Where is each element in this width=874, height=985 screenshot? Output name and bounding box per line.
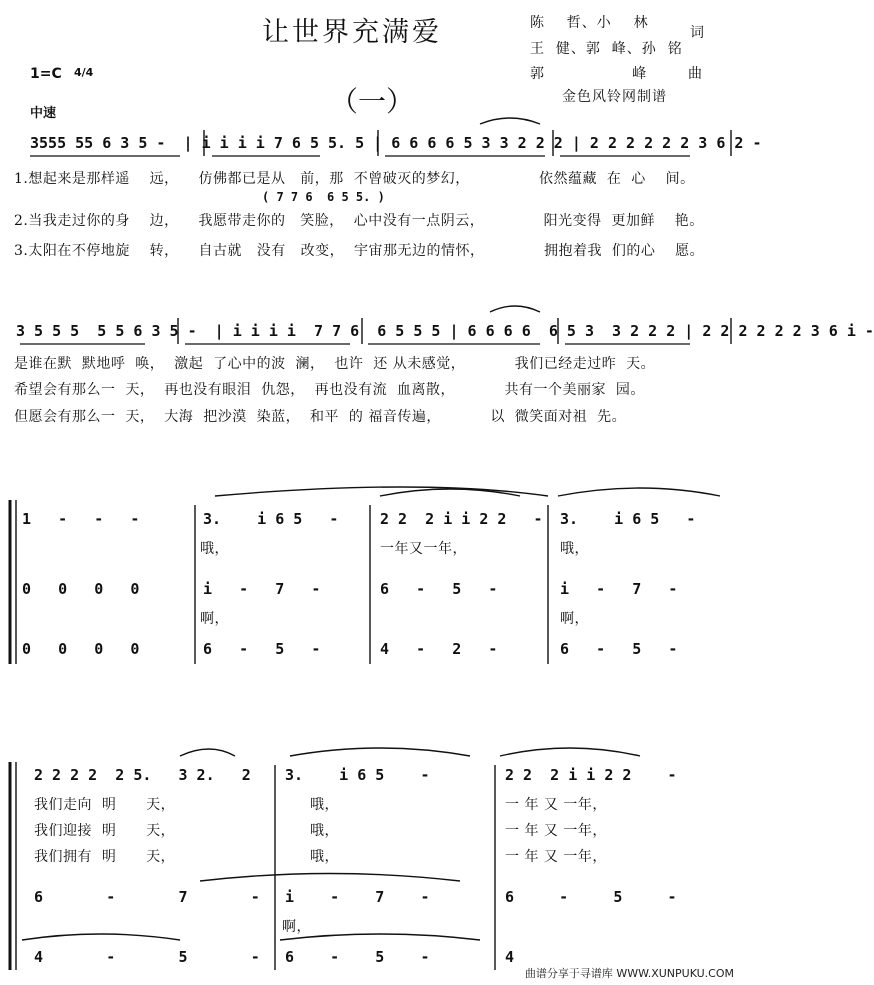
system-4-verse-1-lyric-b: 哦， bbox=[310, 797, 339, 813]
system-2-lyric-verse-1: 是谁在默 默地呼 唤， 激起 了心中的波 澜， 也许 还 从未感觉， 我们已经走过昨 天。 bbox=[14, 356, 656, 372]
system-3-v2-lyric-1: 啊， bbox=[200, 611, 229, 627]
system-4-v3-bar-1: 4 - 5 - bbox=[34, 948, 260, 966]
system-4-v2-bar-2: i - 7 - bbox=[285, 888, 430, 906]
composer: 郭 峰 bbox=[530, 66, 648, 82]
section-marker: （一） bbox=[330, 85, 415, 118]
system-4-v1-bar-1: 2 2 2 2 2 5. 3 2. 2 bbox=[34, 766, 251, 784]
system-2-lyric-verse-2: 希望会有那么一 天， 再也没有眼泪 仇怨， 再也没有流 血离散， 共有一个美丽家 园。 bbox=[14, 382, 645, 398]
system-3-v1-lyric-2: 一年又一年， bbox=[380, 541, 467, 557]
system-3-v3-bar-1: 0 0 0 0 bbox=[22, 640, 140, 658]
lyricists-line-2: 王 健、郭 峰、孙 铭 bbox=[530, 41, 683, 57]
system-3-v1-bar-4: 3. i 6 5 - bbox=[560, 510, 696, 528]
lyricists-line-1: 陈 哲、小 林 bbox=[530, 15, 649, 31]
system-4-verse-3-lyric-a: 我们拥有 明 天， bbox=[34, 849, 176, 865]
song-title: 让世界充满爱 bbox=[262, 17, 442, 48]
key-signature: 1=C bbox=[30, 66, 62, 82]
system-4-verse-3-lyric-b: 哦， bbox=[310, 849, 339, 865]
system-4-v3-bar-2: 6 - 5 - bbox=[285, 948, 430, 966]
system-3-v1-lyric-1: 哦， bbox=[200, 541, 229, 557]
composer-role: 曲 bbox=[688, 66, 703, 82]
system-4-verse-3-lyric-c: 一 年 又 一年， bbox=[505, 849, 607, 865]
system-1-notes: 3555 55 6 3 5 - | i i i i 7 6 5 5. 5 | 6 6 6 6 5 3 3 2 2 2 | 2 2 2 2 2 2 3 6 2 - bbox=[30, 134, 762, 152]
system-1-alt-notes: ( 7 7 6 6 5 5. ) bbox=[262, 190, 385, 204]
system-3-v3-bar-4: 6 - 5 - bbox=[560, 640, 678, 658]
system-2-notes: 3 5 5 5 5 5 6 3 5 - | i i i i 7 7 6 6 5 5 5 | 6 6 6 6 6 5 3 3 2 2 2 | 2 2 2 2 2 2 3 6 i - bbox=[16, 322, 874, 340]
system-4-v1-bar-2: 3. i 6 5 - bbox=[285, 766, 430, 784]
system-3-v1-lyric-3: 哦， bbox=[560, 541, 589, 557]
engraver: 金色风铃网制谱 bbox=[562, 89, 667, 105]
system-3-v2-bar-2: i - 7 - bbox=[203, 580, 321, 598]
system-4-verse-2-lyric-c: 一 年 又 一年， bbox=[505, 823, 607, 839]
system-1-lyric-verse-2: 2.当我走过你的身 边， 我愿带走你的 笑脸， 心中没有一点阴云， 阳光变得 更加鲜 艳。 bbox=[14, 213, 704, 229]
system-3-v2-lyric-2: 啊， bbox=[560, 611, 589, 627]
lyricists-role: 词 bbox=[690, 25, 705, 41]
system-4-verse-2-lyric-a: 我们迎接 明 天， bbox=[34, 823, 176, 839]
footer-watermark: 曲谱分享于寻谱库 WWW.XUNPUKU.COM bbox=[524, 967, 734, 980]
system-4-verse-2-lyric-b: 哦， bbox=[310, 823, 339, 839]
system-4-v1-bar-3: 2 2 2 i i 2 2 - bbox=[505, 766, 677, 784]
system-4-v2-lyric: 啊， bbox=[282, 919, 311, 935]
system-1-lyric-verse-1: 1.想起来是那样遥 远， 仿佛都已是从 前，那 不曾破灭的梦幻， 依然蕴藏 在 心 间。 bbox=[14, 171, 695, 187]
system-2-lyric-verse-3: 但愿会有那么一 天， 大海 把沙漠 染蓝， 和平 的 福音传遍， 以 微笑面对祖 先。 bbox=[14, 409, 627, 425]
tempo-marking: 中速 bbox=[30, 106, 57, 121]
time-signature: 4/4 bbox=[74, 66, 94, 79]
system-3-v1-bar-2: 3. i 6 5 - bbox=[203, 510, 339, 528]
system-3-v2-bar-4: i - 7 - bbox=[560, 580, 678, 598]
system-4-verse-1-lyric-c: 一 年 又 一年， bbox=[505, 797, 607, 813]
system-3-v3-bar-2: 6 - 5 - bbox=[203, 640, 321, 658]
system-4-v3-bar-3: 4 bbox=[505, 948, 515, 966]
system-3-v3-bar-3: 4 - 2 - bbox=[380, 640, 498, 658]
system-4-verse-1-lyric-a: 我们走向 明 天， bbox=[34, 797, 176, 813]
system-3-v2-bar-1: 0 0 0 0 bbox=[22, 580, 140, 598]
system-4-v2-bar-3: 6 - 5 - bbox=[505, 888, 677, 906]
system-3-v1-bar-1: 1 - - - bbox=[22, 510, 140, 528]
system-3-v1-bar-3: 2 2 2 i i 2 2 - bbox=[380, 510, 543, 528]
system-3-v2-bar-3: 6 - 5 - bbox=[380, 580, 498, 598]
system-1-lyric-verse-3: 3.太阳在不停地旋 转， 自古就 没有 改变， 宇宙那无边的情怀， 拥抱着我 们的心 愿。 bbox=[14, 243, 705, 259]
system-4-v2-bar-1: 6 - 7 - bbox=[34, 888, 260, 906]
